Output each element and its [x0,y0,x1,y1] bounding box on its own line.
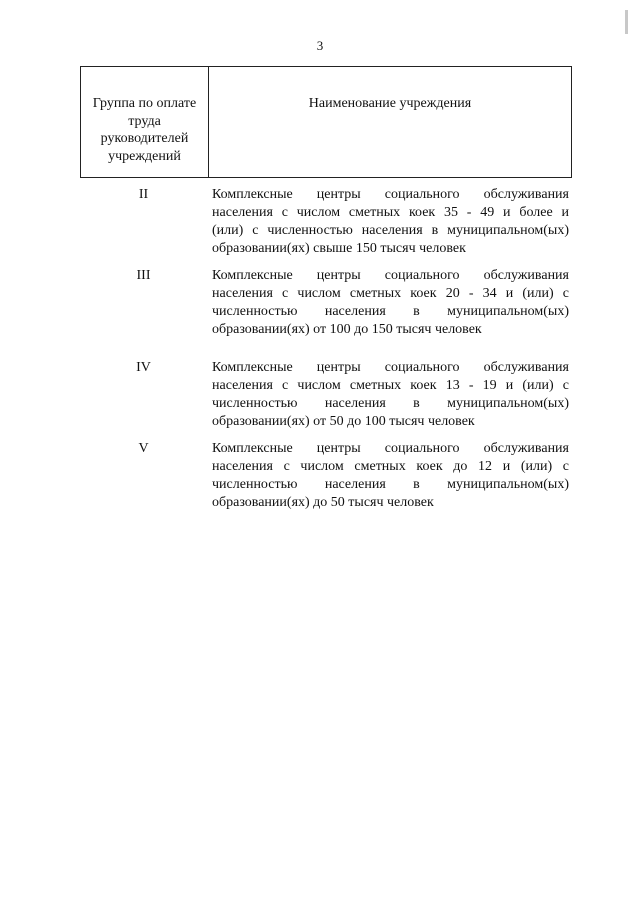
table-header [80,66,572,178]
description-line: Комплексные центры социального обслуживания [212,360,569,375]
group-number: V [138,441,149,456]
description-line: численностью населения в муниципальном(ых) [212,477,569,492]
column-header-group-line: руководителей [100,131,189,146]
description-line: населения с числом сметных коек до 12 и (или) с [212,459,569,474]
institution-description [212,186,569,258]
column-header-group-line: труда [128,113,161,129]
column-header-group-line: Группа по оплате [92,96,197,111]
description-line: численностью населения в муниципальном(ых) [212,304,569,319]
description-line: образовании(ях) от 100 до 150 тысяч человек [212,322,482,337]
institution-description [212,267,569,339]
description-line: Комплексные центры социального обслуживания [212,268,569,283]
group-number: III [136,268,151,283]
column-header-group-line: учреждений [108,148,181,164]
description-line: (или) с численностью населения в муниципальном(ых) [212,223,569,238]
group-number: IV [136,360,151,375]
description-line: образовании(ях) свыше 150 тысяч человек [212,241,466,256]
description-line: населения с числом сметных коек 13 - 19 и (или) с [212,378,569,393]
institution-description [212,359,569,431]
scan-mark [625,10,628,34]
institution-description [212,440,569,512]
column-header-group [81,95,208,165]
description-line: образовании(ях) до 50 тысяч человек [212,495,434,510]
description-line: численностью населения в муниципальном(ых) [212,396,569,411]
group-number: II [138,187,149,202]
page-number: 3 [316,38,324,53]
description-line: населения с числом сметных коек 20 - 34 и (или) с [212,286,569,301]
description-line: Комплексные центры социального обслуживания [212,187,569,202]
description-line: образовании(ях) от 50 до 100 тысяч человек [212,414,475,429]
description-line: Комплексные центры социального обслуживания [212,441,569,456]
column-header-institution: Наименование учреждения [308,96,472,111]
description-line: населения с числом сметных коек 35 - 49 и более и [212,205,569,220]
column-divider [208,67,209,177]
